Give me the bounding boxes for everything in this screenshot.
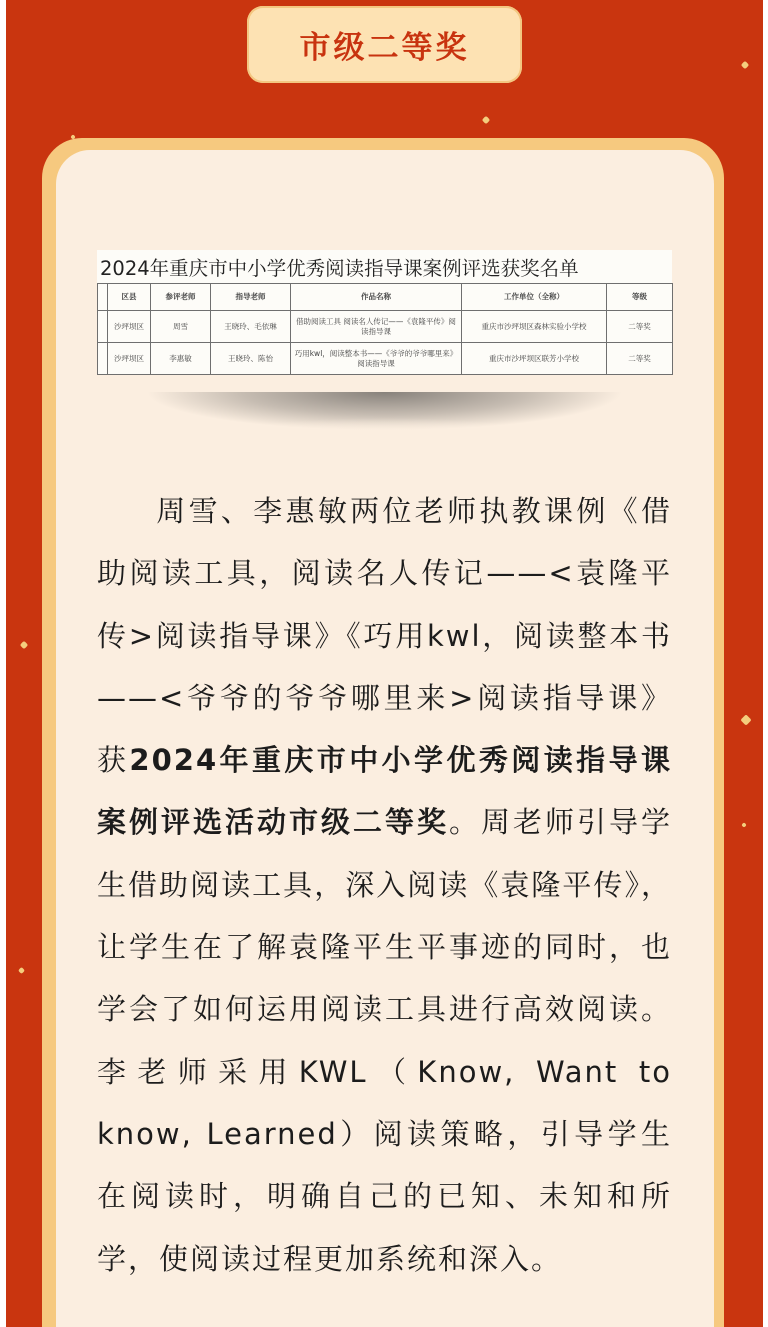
table-row	[98, 343, 673, 375]
section-title-tab	[247, 6, 522, 83]
table-header-row	[98, 284, 673, 311]
table-cell: 二等奖	[607, 311, 673, 343]
table-row	[98, 311, 673, 343]
table-cell: 周雪	[151, 311, 211, 343]
award-list-image	[97, 250, 672, 375]
table-cell: 二等奖	[607, 343, 673, 375]
column-header: 工作单位（全称）	[462, 284, 607, 311]
paragraph-text: 周雪、李惠敏两位老师执教课例《借助阅读工具，阅读名人传记——<袁隆平传>阅读指导课》《巧用kwl，阅读整本书——<爷爷的爷爷哪里来>阅读指导课》获	[97, 494, 672, 778]
table-cell: 重庆市沙坪坝区联芳小学校	[462, 343, 607, 375]
table-cell: 重庆市沙坪坝区森林实验小学校	[462, 311, 607, 343]
shadow-fade	[97, 404, 672, 474]
award-list-title: 2024年重庆市中小学优秀阅读指导课案例评选获奖名单	[100, 257, 579, 280]
table-cell: 借助阅读工具 阅读名人传记——《袁隆平传》阅读指导课	[291, 311, 462, 343]
column-header: 指导老师	[211, 284, 291, 311]
award-table	[97, 283, 673, 375]
table-cell: 李惠敏	[151, 343, 211, 375]
table-cell: 王晓玲、毛依琳	[211, 311, 291, 343]
column-header: 等级	[607, 284, 673, 311]
award-highlight: 2024年重庆市中小学优秀阅读指导课案例评选活动市级二等奖	[97, 743, 672, 840]
section-title: 市级二等奖	[299, 30, 470, 66]
column-header: 区县	[108, 284, 151, 311]
table-cell: 王晓玲、陈怡	[211, 343, 291, 375]
paragraph-text: 。周老师引导学生借助阅读工具，深入阅读《袁隆平传》，让学生在了解袁隆平生平事迹的同时，也学会了如何运用阅读工具进行高效阅读。李老师采用KWL（Know, Want to know, Learned）阅读策略，引导学生在阅读时，明确自己的已知、未知和所学，使阅读过程更加系统和深入。	[97, 805, 672, 1276]
column-header: 作品名称	[291, 284, 462, 311]
column-header: 参评老师	[151, 284, 211, 311]
table-cell: 沙坪坝区	[108, 311, 151, 343]
article-paragraph	[97, 480, 672, 1290]
table-cell: 巧用kwl，阅读整本书——《爷爷的爷爷哪里来》阅读指导课	[291, 343, 462, 375]
table-cell: 沙坪坝区	[108, 343, 151, 375]
